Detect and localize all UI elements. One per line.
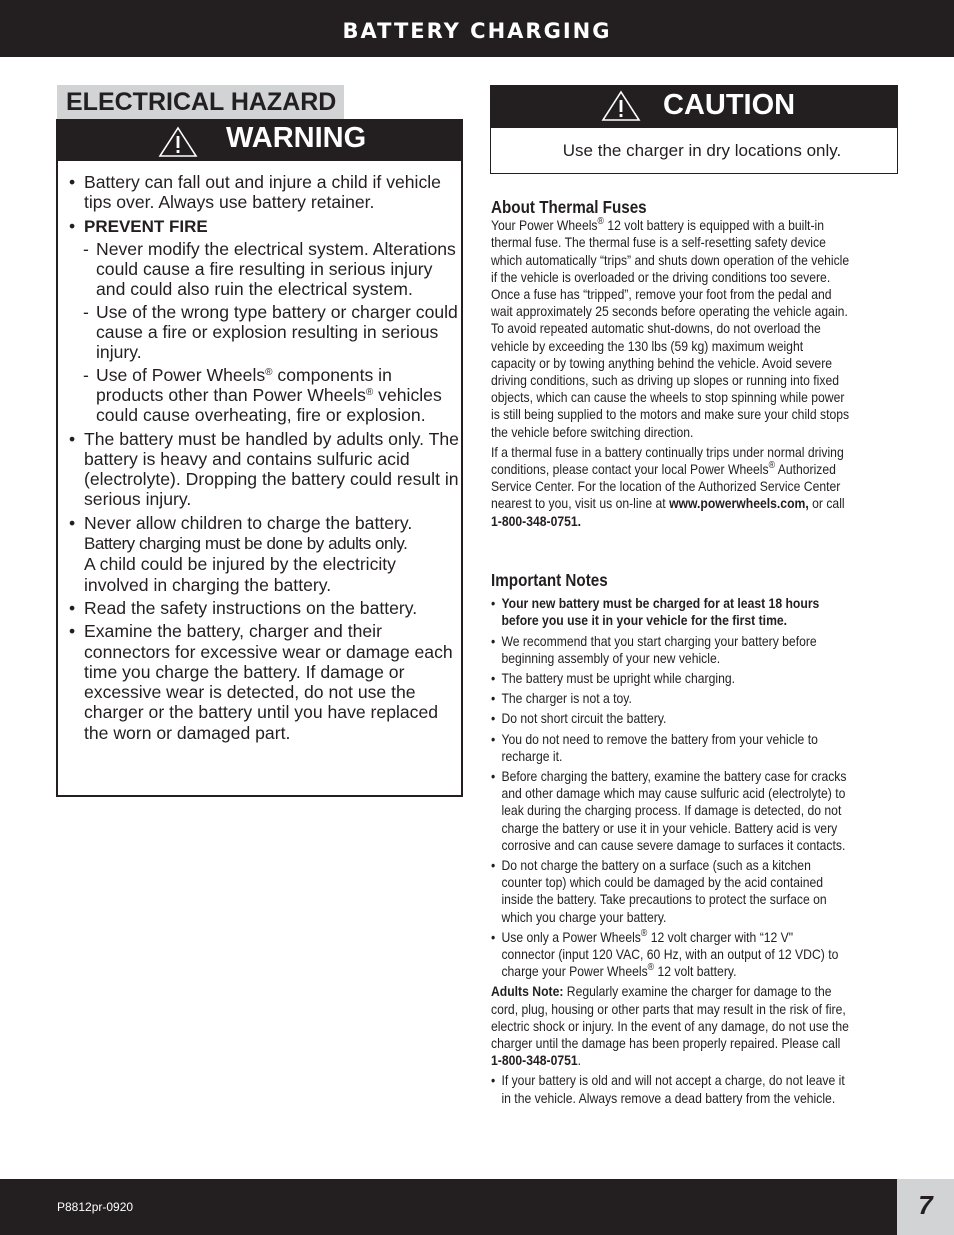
warning-text: Examine the battery, charger and their connectors for excessive wear or damage each time you charge the battery. If damage or excessive wear is detected, do not use the charger or the battery until you have replaced the worn or damaged part. (84, 621, 453, 743)
bullet: • (491, 1072, 496, 1089)
warning-item (68, 429, 460, 510)
registered-mark: ® (265, 366, 273, 378)
note-text: The charger is not a toy. (501, 690, 632, 707)
note-text: Your new battery must be charged for at least 18 hours before you use it in your vehicle for the first time. (501, 595, 820, 629)
warning-subtext: Never modify the electrical system. Alterations could cause a fire resulting in serious injury and could also ruin the electrical system. (96, 238, 456, 300)
dash: - (83, 364, 89, 385)
warning-subtext: Use of Power Wheels (96, 364, 266, 385)
caution-box (490, 85, 898, 174)
bullet: • (491, 632, 496, 649)
warning-header (58, 121, 461, 161)
dash: - (83, 238, 89, 259)
thermal-paragraph-2 (491, 444, 849, 530)
thermal-fuses-title: About Thermal Fuses (491, 197, 647, 217)
warning-item (68, 621, 460, 743)
product-code: P8812pr-0920 (57, 1200, 134, 1214)
electrical-hazard-label: ELECTRICAL HAZARD (66, 88, 337, 116)
caution-text: Use the charger in dry locations only. (562, 141, 842, 160)
warning-item (68, 598, 460, 618)
dash: - (83, 301, 89, 322)
page-number: 7 (918, 1190, 933, 1220)
note-text: The battery must be upright while charging. (501, 670, 736, 687)
note-text: Use only a Power Wheels (501, 928, 641, 945)
warning-subitem (68, 239, 460, 300)
note-text: 12 volt battery. (654, 963, 737, 980)
note-item (491, 633, 849, 667)
thermal-text: Your Power Wheels (491, 217, 598, 234)
warning-subtext: Use of the wrong type battery or charger could cause a fire or explosion resulting in serious injury. (96, 301, 458, 363)
bullet: • (491, 928, 496, 945)
warning-subitem (68, 302, 460, 363)
note-item (491, 690, 849, 707)
important-notes-title: Important Notes (491, 570, 608, 590)
thermal-text: If a thermal fuse in a battery continually trips under normal driving conditions, please contact your local Power Wheels (491, 443, 844, 478)
page-number-tab (897, 1179, 954, 1235)
adults-note-label: Adults Note: (491, 983, 564, 1000)
bullet: • (69, 621, 76, 642)
note-text: Do not short circuit the battery. (501, 710, 667, 727)
footer-bar (0, 1179, 954, 1235)
important-notes-section (491, 572, 849, 1110)
bullet: • (69, 215, 76, 236)
caution-title: CAUTION (663, 89, 796, 121)
warning-box (56, 119, 463, 797)
warning-subtext: components in products other than Power Wheels (96, 364, 392, 405)
note-item (491, 1072, 849, 1106)
warning-item (68, 513, 460, 595)
bullet: • (491, 710, 496, 727)
warning-item (68, 172, 460, 213)
thermal-text: or call (808, 495, 845, 512)
bullet: • (491, 730, 496, 747)
registered-mark: ® (365, 386, 374, 398)
note-item (491, 731, 849, 765)
bullet: • (491, 595, 496, 612)
bullet: • (491, 690, 496, 707)
warning-subtext: vehicles could cause overheating, fire or explosion. (96, 384, 442, 426)
note-item (491, 595, 849, 629)
bullet: • (69, 512, 76, 533)
warning-text: Read the safety instructions on the battery. (84, 597, 418, 618)
bullet: • (491, 857, 496, 874)
electrical-hazard-tab (57, 85, 344, 119)
warning-text: A child could be injured by the electricity involved in charging the battery. (84, 554, 396, 595)
note-item (491, 857, 849, 926)
phone-number: 1-800-348-0751. (491, 512, 582, 529)
registered-mark: ® (768, 460, 776, 472)
warning-title: WARNING (226, 122, 367, 154)
caution-header (491, 86, 897, 128)
website-link[interactable]: www.powerwheels.com, (669, 495, 809, 512)
prevent-fire-heading: PREVENT FIRE (84, 216, 208, 236)
note-item (491, 710, 849, 727)
bullet: • (69, 597, 76, 618)
warning-list (68, 172, 460, 746)
caution-triangle-icon (601, 90, 641, 122)
adults-note-text: Regularly examine the charger for damage to the cord, plug, housing or other parts that may result in the risk of fire, electric shock or injury. In the event of any damage, do not use the charger until the damage has been properly repaired. Please call (491, 983, 849, 1052)
thermal-text: 12 volt battery is equipped with a built-in thermal fuse. The thermal fuse is a self-resetting safety device which automatically “trips” and shuts down operation of the vehicle if the vehicle is overloaded or the driving conditions too severe. Once a fuse has “tripped”, remove your foot from the pedal and wait approximately 25 seconds before operating the vehicle again. To avoid repeated automatic shut-downs, do not overload the vehicle by exceeding the 130 lbs (59 kg) maximum weight capacity or by towing anything behind the vehicle. Avoid severe driving conditions, such as driving up slopes or running into fixed objects, which can cause the wheels to stop spinning while power is still being supplied to the motors and make sure your child stops the vehicle before switching direction. (491, 217, 850, 440)
adults-note (491, 983, 849, 1069)
registered-mark: ® (597, 216, 604, 228)
warning-text: The battery must be handled by adults only. The battery is heavy and contains sulfuric acid (electrolyte). Dropping the battery could result in serious injury. (84, 428, 459, 510)
note-item (491, 670, 849, 687)
thermal-text: Authorized Service Center. For the location of the Authorized Service Center nearest to you, visit us on-line at (491, 461, 841, 512)
note-text: You do not need to remove the battery from your vehicle to recharge it. (501, 730, 818, 764)
warning-text: Battery can fall out and injure a child if vehicle tips over. Always use battery retainer. (84, 172, 441, 213)
note-item (491, 929, 849, 981)
adults-note-text: . (577, 1052, 582, 1069)
thermal-fuses-section (491, 199, 849, 530)
note-item (491, 768, 849, 854)
warning-text: Battery charging must be done by adults only. (84, 534, 408, 554)
thermal-paragraph-1 (491, 217, 849, 441)
bullet: • (69, 172, 76, 192)
warning-triangle-icon (158, 126, 198, 158)
note-text: If your battery is old and will not accept a charge, do not leave it in the vehicle. Always remove a dead battery from the vehicle. (501, 1072, 845, 1106)
warning-item-prevent-fire (68, 216, 460, 426)
note-text: We recommend that you start charging your battery before beginning assembly of your new vehicle. (501, 632, 817, 666)
note-text: 12 volt charger with “12 V" connector (input 120 VAC, 60 Hz, with an output of 12 VDC) to charge your Power Wheels (501, 928, 839, 980)
page-header-title: BATTERY CHARGING (342, 19, 612, 43)
bullet: • (491, 768, 496, 785)
note-text: Before charging the battery, examine the battery case for cracks and other damage which may cause sulfuric acid (electrolyte) to leak during the charging process. If damage is detected, do not charge the battery or use it in your vehicle. Battery acid is very corrosive and can cause severe damage to surfaces it contacts. (501, 768, 847, 853)
warning-text: Never allow children to charge the battery. (84, 512, 413, 533)
phone-number: 1-800-348-0751 (491, 1052, 578, 1069)
registered-mark: ® (640, 927, 648, 939)
bullet: • (491, 670, 496, 687)
registered-mark: ® (647, 962, 655, 974)
bullet: • (69, 428, 76, 449)
note-text: Do not charge the battery on a surface (such as a kitchen counter top) which could be damaged by the acid contained inside the battery. Take precautions to protect the surface on which you charge your battery. (501, 857, 827, 925)
warning-subitem (68, 365, 460, 426)
